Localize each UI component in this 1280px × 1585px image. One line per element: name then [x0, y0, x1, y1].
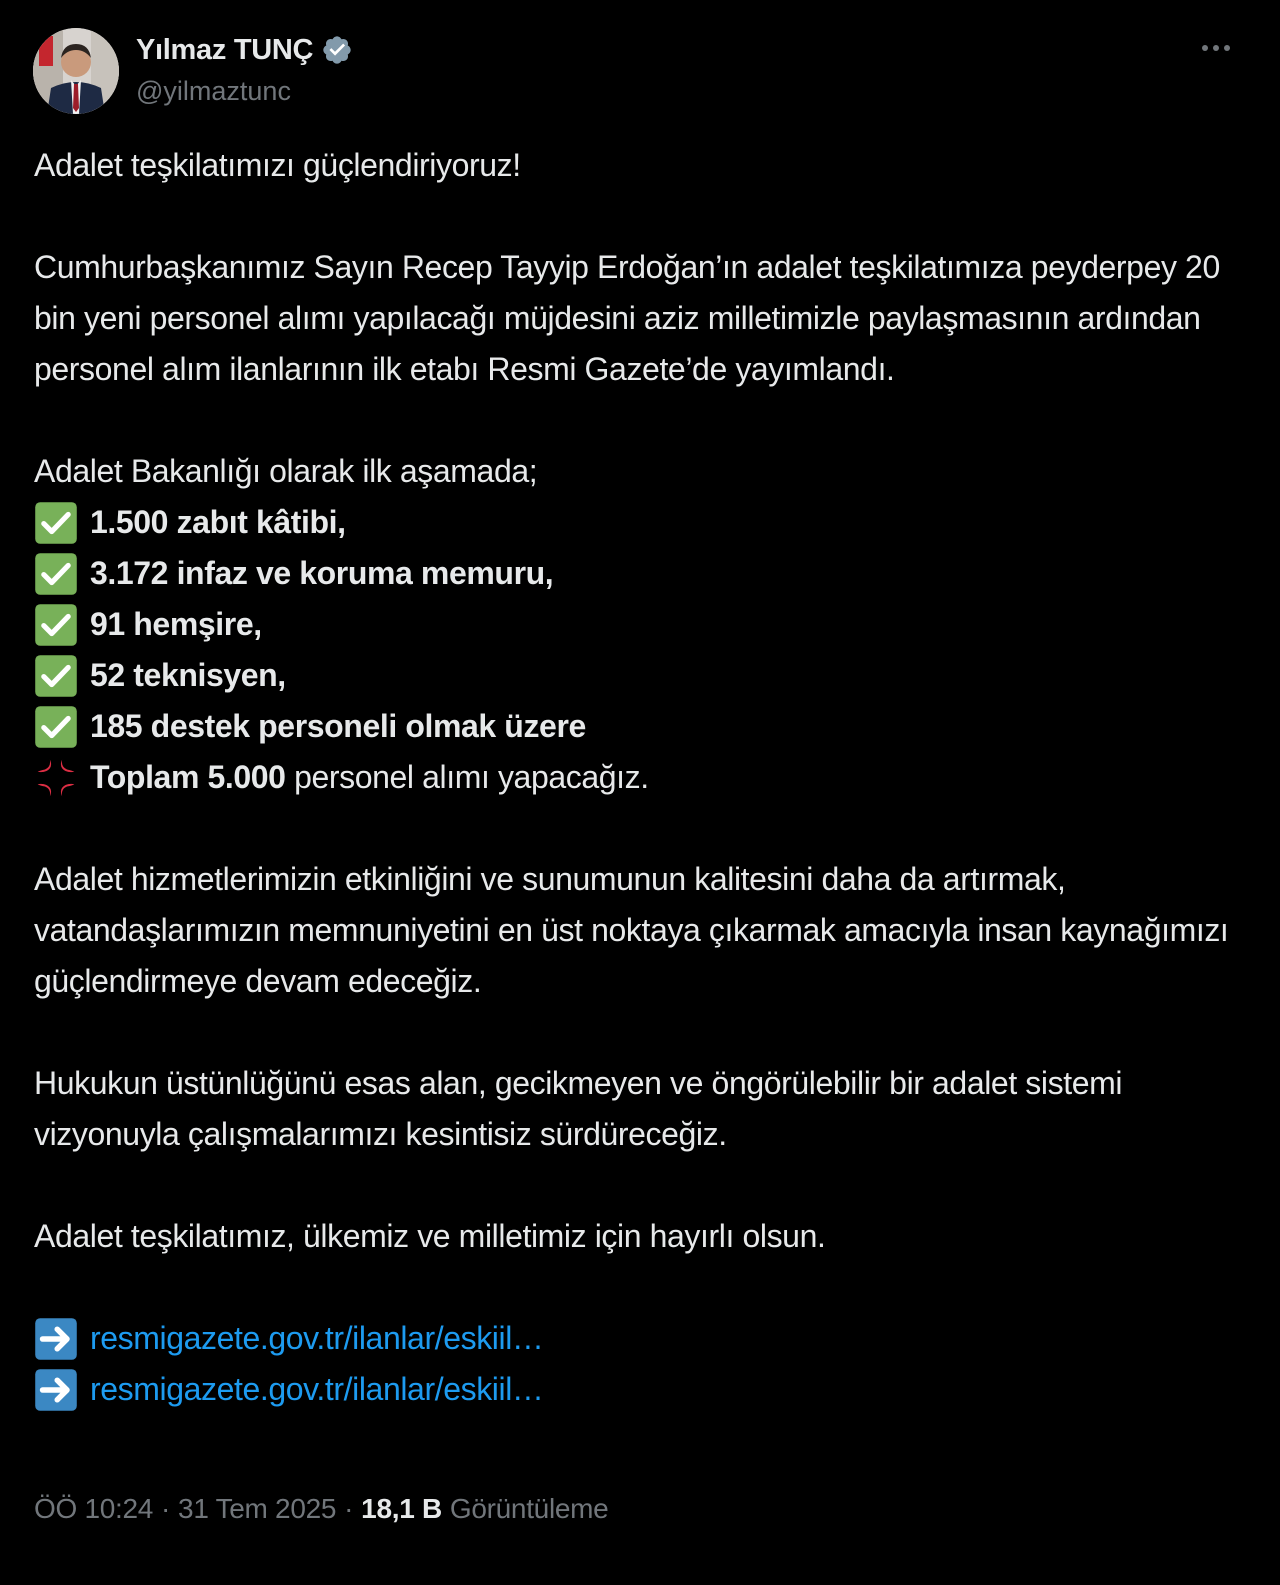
meta-separator: · [161, 1493, 171, 1524]
more-dots-icon [1202, 45, 1208, 51]
views-count[interactable]: 18,1 B [361, 1493, 442, 1524]
list-item [34, 548, 1234, 599]
spacer [34, 1262, 1234, 1313]
total-rest-text: personel alımı yapacağız. [285, 759, 649, 795]
list-item [34, 701, 1234, 752]
list-item-text: 52 teknisyen, [90, 657, 286, 693]
tweet-paragraph-1: Cumhurbaşkanımız Sayın Recep Tayyip Erdoğan’ın adalet teşkilatımıza peyderpey 20 bin yeni personel alımı yapılacağı müjdesini aziz milletimizle paylaşmasının ardından personel alım ilanlarının ilk etabı Resmi Gazete’de yayımlandı. [34, 249, 1220, 387]
verified-badge-icon[interactable] [321, 34, 353, 66]
link-line [34, 1313, 1234, 1364]
check-mark-button-icon [34, 552, 78, 596]
tweet-meta [34, 1493, 608, 1525]
spacer [34, 191, 1234, 242]
tweet-paragraph-4: Adalet teşkilatımız, ülkemiz ve milletimiz için hayırlı olsun. [34, 1218, 826, 1254]
list-item-text: 3.172 infaz ve koruma memuru, [90, 555, 554, 591]
author-handle[interactable]: @yilmaztunc [136, 76, 291, 106]
spacer [34, 1007, 1234, 1058]
more-options-button[interactable] [1192, 28, 1240, 68]
tweet-time[interactable]: ÖÖ 10:24 [34, 1493, 154, 1524]
list-item [34, 650, 1234, 701]
tweet-header [33, 28, 1240, 114]
display-name-row [136, 30, 353, 70]
spacer [34, 803, 1234, 854]
total-line [34, 752, 1234, 803]
list-item-text: 91 hemşire, [90, 606, 262, 642]
check-mark-button-icon [34, 705, 78, 749]
right-arrow-icon [34, 1317, 78, 1361]
anger-symbol-icon [34, 756, 78, 800]
right-arrow-icon [34, 1368, 78, 1412]
tweet-date[interactable]: 31 Tem 2025 [178, 1493, 337, 1524]
more-dots-icon [1213, 45, 1219, 51]
check-mark-button-icon [34, 603, 78, 647]
list-item [34, 599, 1234, 650]
meta-separator: · [344, 1493, 354, 1524]
tweet-paragraph-2: Adalet hizmetlerimizin etkinliğini ve sunumunun kalitesini daha da artırmak, vatandaşlarımızın memnuniyetini en üst noktaya çıkarmak amacıyla insan kaynağımızı güçlendirmeye devam edeceğiz. [34, 861, 1229, 999]
resmi-gazete-link-2[interactable]: resmigazete.gov.tr/ilanlar/eskiil… [90, 1371, 544, 1407]
list-intro: Adalet Bakanlığı olarak ilk aşamada; [34, 453, 538, 489]
tweet-paragraph-3: Hukukun üstünlüğünü esas alan, gecikmeyen ve öngörülebilir bir adalet sistemi vizyonuyla çalışmalarımızı kesintisiz sürdüreceğiz. [34, 1065, 1123, 1152]
list-item-text: 185 destek personeli olmak üzere [90, 708, 586, 744]
avatar[interactable] [33, 28, 119, 114]
spacer [34, 395, 1234, 446]
more-dots-icon [1224, 45, 1230, 51]
resmi-gazete-link-1[interactable]: resmigazete.gov.tr/ilanlar/eskiil… [90, 1320, 544, 1356]
tweet-text [34, 140, 1234, 1415]
tweet-intro: Adalet teşkilatımızı güçlendiriyoruz! [34, 147, 521, 183]
check-mark-button-icon [34, 501, 78, 545]
total-bold-text: Toplam 5.000 [90, 759, 286, 795]
spacer [34, 1160, 1234, 1211]
list-item [34, 497, 1234, 548]
author-display-name[interactable]: Yılmaz TUNÇ [136, 33, 314, 66]
list-item-text: 1.500 zabıt kâtibi, [90, 504, 346, 540]
author-info [136, 30, 353, 107]
views-label[interactable]: Görüntüleme [449, 1493, 609, 1524]
link-line [34, 1364, 1234, 1415]
check-mark-button-icon [34, 654, 78, 698]
